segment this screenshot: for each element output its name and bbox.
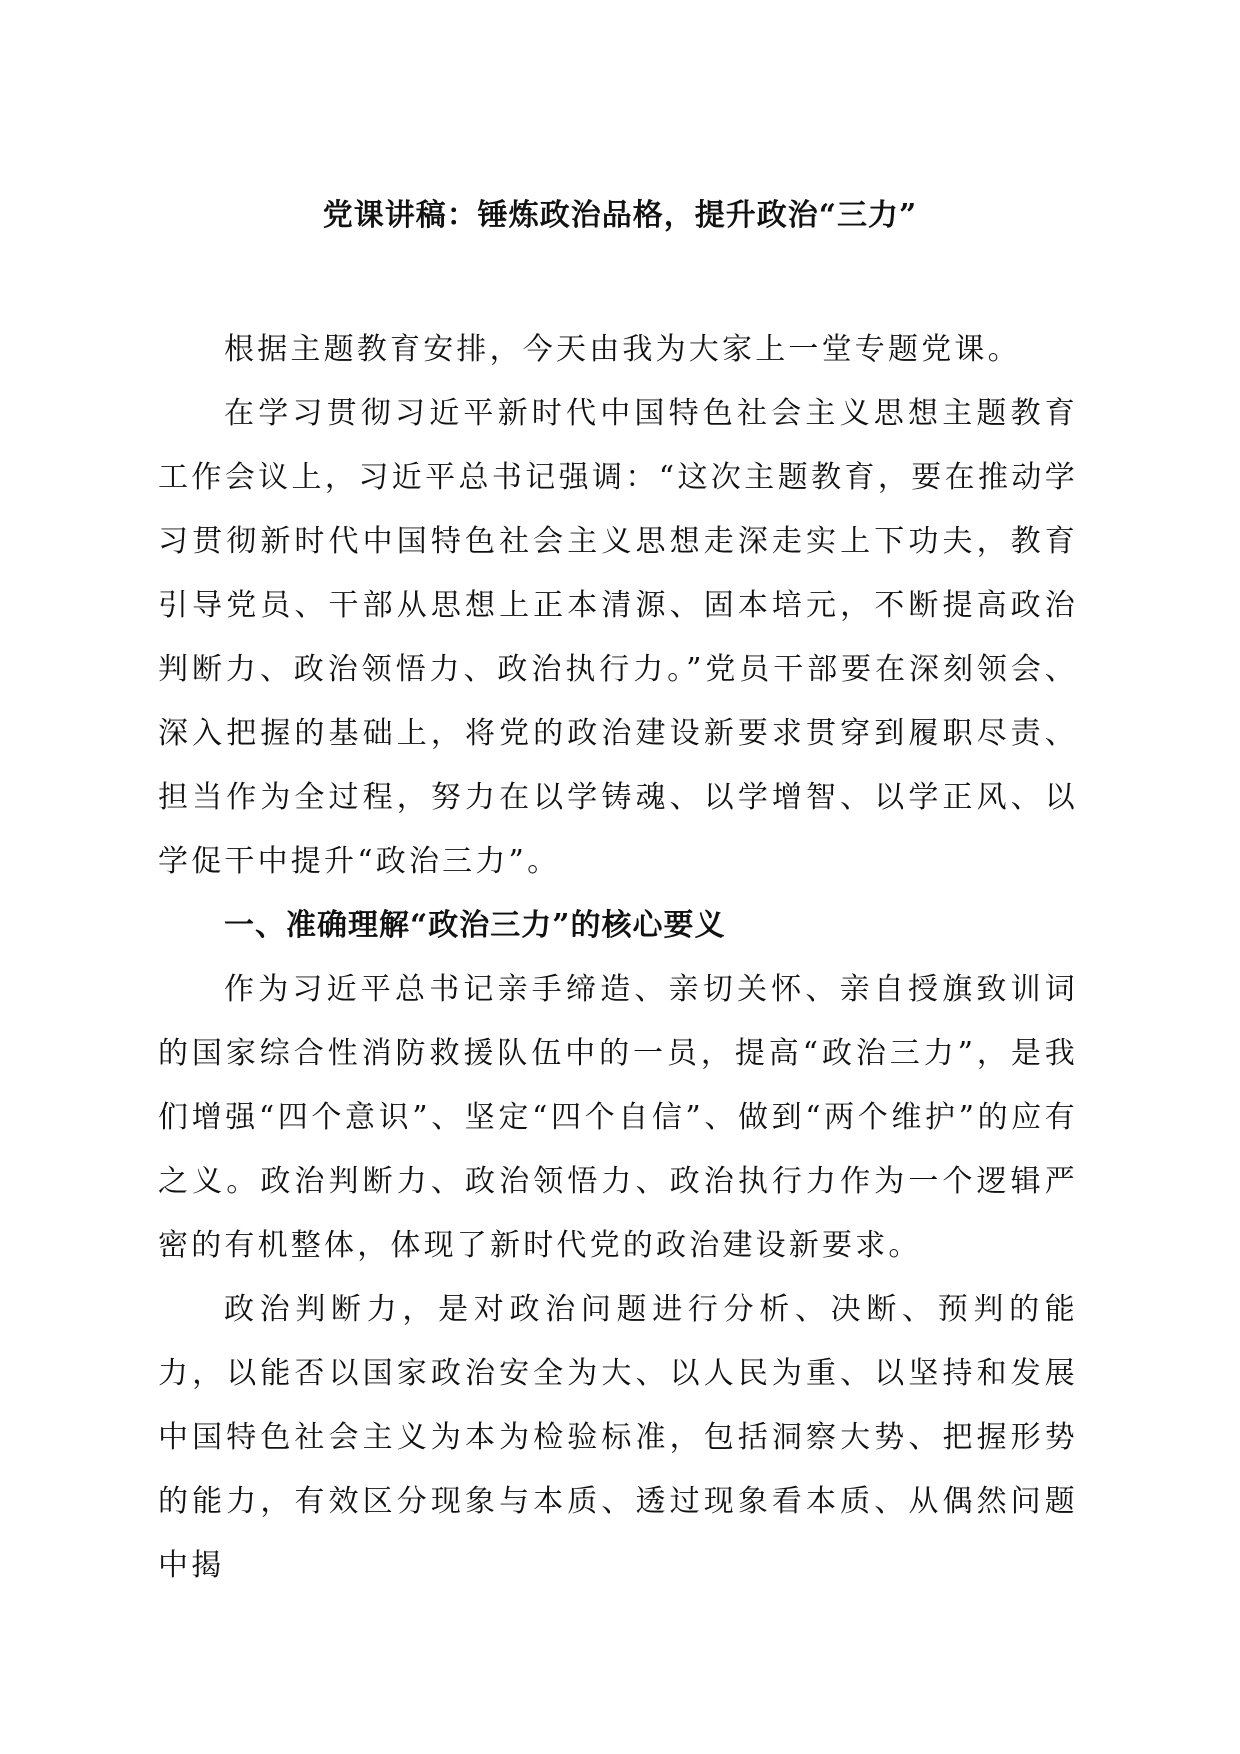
section-heading: 一、准确理解“政治三力”的核心要义: [224, 908, 726, 943]
paragraph-quote: 在学习贯彻习近平新时代中国特色社会主义思想主题教育工作会议上，习近平总书记强调：“这次主题教育，要在推动学习贯彻新时代中国特色社会主义思想走深走实上下功夫，教育引导党员、干部从思想上正本清源、固本培元，不断提高政治判断力、政治领悟力、政治执行力。”党员干部要在深刻领会、深入把握的基础上，将党的政治建设新要求贯穿到履职尽责、担当作为全过程，努力在以学铸魂、以学增智、以学正风、以学促干中提升“政治三力”。: [158, 396, 1078, 879]
document-title: 党课讲稿：锤炼政治品格，提升政治“三力”: [322, 198, 918, 233]
paragraph-section1-a: 作为习近平总书记亲手缔造、亲切关怀、亲自授旗致训词的国家综合性消防救援队伍中的一员，提高“政治三力”，是我们增强“四个意识”、坚定“四个自信”、做到“两个维护”的应有之义。政治判断力、政治领悟力、政治执行力作为一个逻辑严密的有机整体，体现了新时代党的政治建设新要求。: [158, 972, 1078, 1263]
paragraph-intro: 根据主题教育安排，今天由我为大家上一堂专题党课。: [224, 332, 1021, 367]
document-body: [158, 318, 1078, 1598]
paragraph-section1-b: 政治判断力，是对政治问题进行分析、决断、预判的能力，以能否以国家政治安全为大、以人民为重、以坚持和发展中国特色社会主义为本为检验标准，包括洞察大势、把握形势的能力，有效区分现象与本质、透过现象看本质、从偶然问题中揭: [158, 1292, 1078, 1583]
